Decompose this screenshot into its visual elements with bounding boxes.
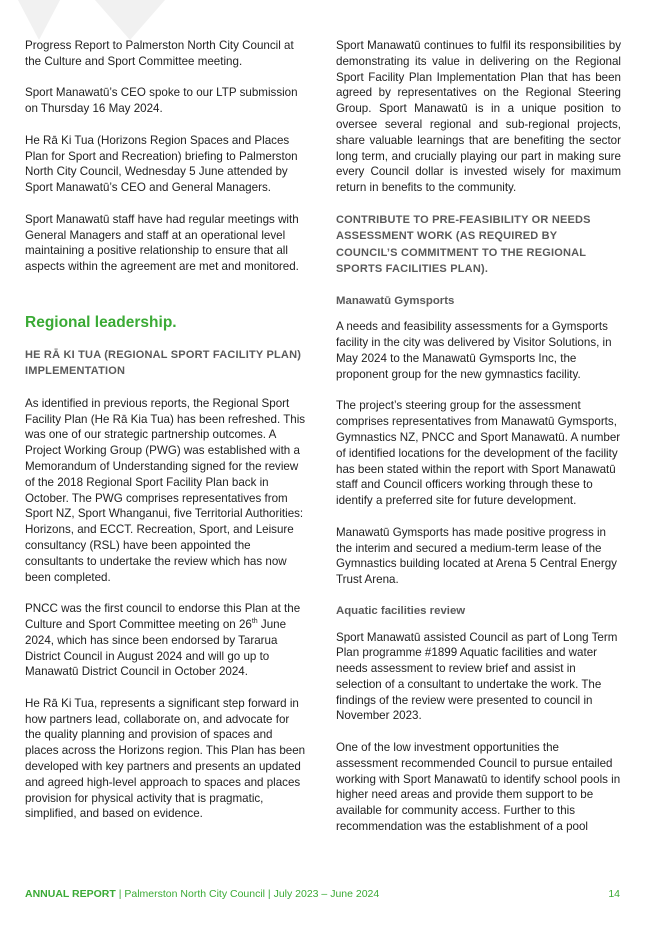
paragraph-aquatic-assist: Sport Manawatū assisted Council as part of Long Term Plan programme #1899 Aquatic facilities and water needs assessment to review brief and assist in selection of a consultant to undertake the work. The findings of the review were presented to council in November 2023. [336,630,618,723]
page-number: 14 [608,888,620,900]
footer-report-info [25,888,379,900]
pncc-text-before: PNCC was the first council to endorse this Plan at the Culture and Sport Committee meeting on 26 [25,602,301,631]
subheading-manawatu-gymsports: Manawatū Gymsports [336,294,455,307]
pncc-text-after: June 2024, which has since been endorsed by Tararua District Council in August 2024 and will go up to Manawatū District Council in October 2024. [25,617,287,679]
paragraph-aquatic-opportunities: One of the low investment opportunities the assessment recommended Council to pursue entailed working with Sport Manawatū to identify school pools in higher need areas and provide them support to be available for community access. Further to this recommendation was the establishment of a pool [336,741,621,834]
paragraph-staff-meetings: Sport Manawatū staff have had regular meetings with General Managers and staff at an operational level maintaining a positive relationship to ensure that all aspects within the agreement are met and monitored. [25,212,299,274]
left-column [25,38,307,838]
paragraph-briefing: He Rā Ki Tua (Horizons Region Spaces and Places Plan for Sport and Recreation) briefing to Palmerston North City Council, Wednesday 5 June attended by Sport Manawatū’s CEO and General Managers. [25,133,298,195]
subheading-contribute: CONTRIBUTE TO PRE-FEASIBILITY OR NEEDS ASSESSMENT WORK (AS REQUIRED BY COUNCIL’S COMMITMENT TO THE REGIONAL SPORTS FACILITIES PLAN). [336,213,591,276]
footer-text: Palmerston North City Council | July 2023 – June 2024 [124,888,380,900]
decorative-chevron-shape [0,0,200,40]
paragraph-gym-steering-group: The project’s steering group for the assessment comprises representatives from Manawatū Gymsports, Gymnastics NZ, PNCC and Sport Manawatū. A number of identified locations for the development of the facility has been stated within the report with Sport Manawatū staff and Council officers working through these to identify a preferred site for future development. [336,399,621,508]
paragraph-progress-report: Progress Report to Palmerston North City Council at the Culture and Sport Committee meeting. [25,39,294,68]
ordinal-suffix: th [251,618,258,626]
section-heading-regional-leadership: Regional leadership. [25,313,177,331]
paragraph-he-ra-ki-tua: He Rā Ki Tua, represents a significant step forward in how partners lead, collaborate on, and advocate for the quality planning and provision of spaces and places across the Horizons region. This Plan has been developed with key partners and presents an updated and agreed high-level approach to spaces and places provision for physical activity that is pragmatic, simplified, and based on evidence. [25,696,306,821]
paragraph-gym-assessment: A needs and feasibility assessments for a Gymsports facility in the city was delivered by Visitor Solutions, in May 2024 to the Manawatū Gymsports Inc, the proponent group for the new gymnastics facility. [336,320,612,381]
subheading-aquatic-review: Aquatic facilities review [336,604,466,617]
paragraph-gym-progress: Manawatū Gymsports has made positive progress in the interim and secured a medium-term lease of the Gymnastics building located at Arena 5 Central Energy Trust Arena. [336,525,617,587]
subheading-he-ra-ki-tua: HE RĀ KI TUA (REGIONAL SPORT FACILITY PLAN) IMPLEMENTATION [25,348,302,378]
page-footer [25,888,620,900]
footer-separator: | [115,888,125,900]
right-column [336,38,621,851]
paragraph-responsibilities: Sport Manawatū continues to fulfil its responsibilities by demonstrating its value in delivering on the Regional Sport Facility Plan Implementation Plan that has been agreed by representatives on the Regional Steering Group. Sport Manawatū is in a unique position to oversee several regional and sub-regional projects, share valuable learnings that are benefiting the sector long term, and crucially playing our part in making sure every Council dollar is invested wisely for maximum return in benefits to the community. [336,39,621,195]
paragraph-ceo-ltp: Sport Manawatū’s CEO spoke to our LTP submission on Thursday 16 May 2024. [25,86,298,116]
paragraph-pncc-endorse [25,601,307,680]
footer-label: ANNUAL REPORT [25,888,116,900]
paragraph-plan-refreshed: As identified in previous reports, the Regional Sport Facility Plan (He Rā Kia Tua) has been refreshed. This was one of our strategic partnership outcomes. A Project Working Group (PWG) was established with a Memorandum of Understanding signed for the review of the 2018 Regional Sport Facility Plan back in October. The PWG comprises representatives from Sport NZ, Sport Whanganui, five Territorial Authorities: Horizons, and ECCT. Recreation, Sport, and Leisure consultancy (RSL) have been appointed the consultants to undertake the review which has now been completed. [25,396,306,584]
